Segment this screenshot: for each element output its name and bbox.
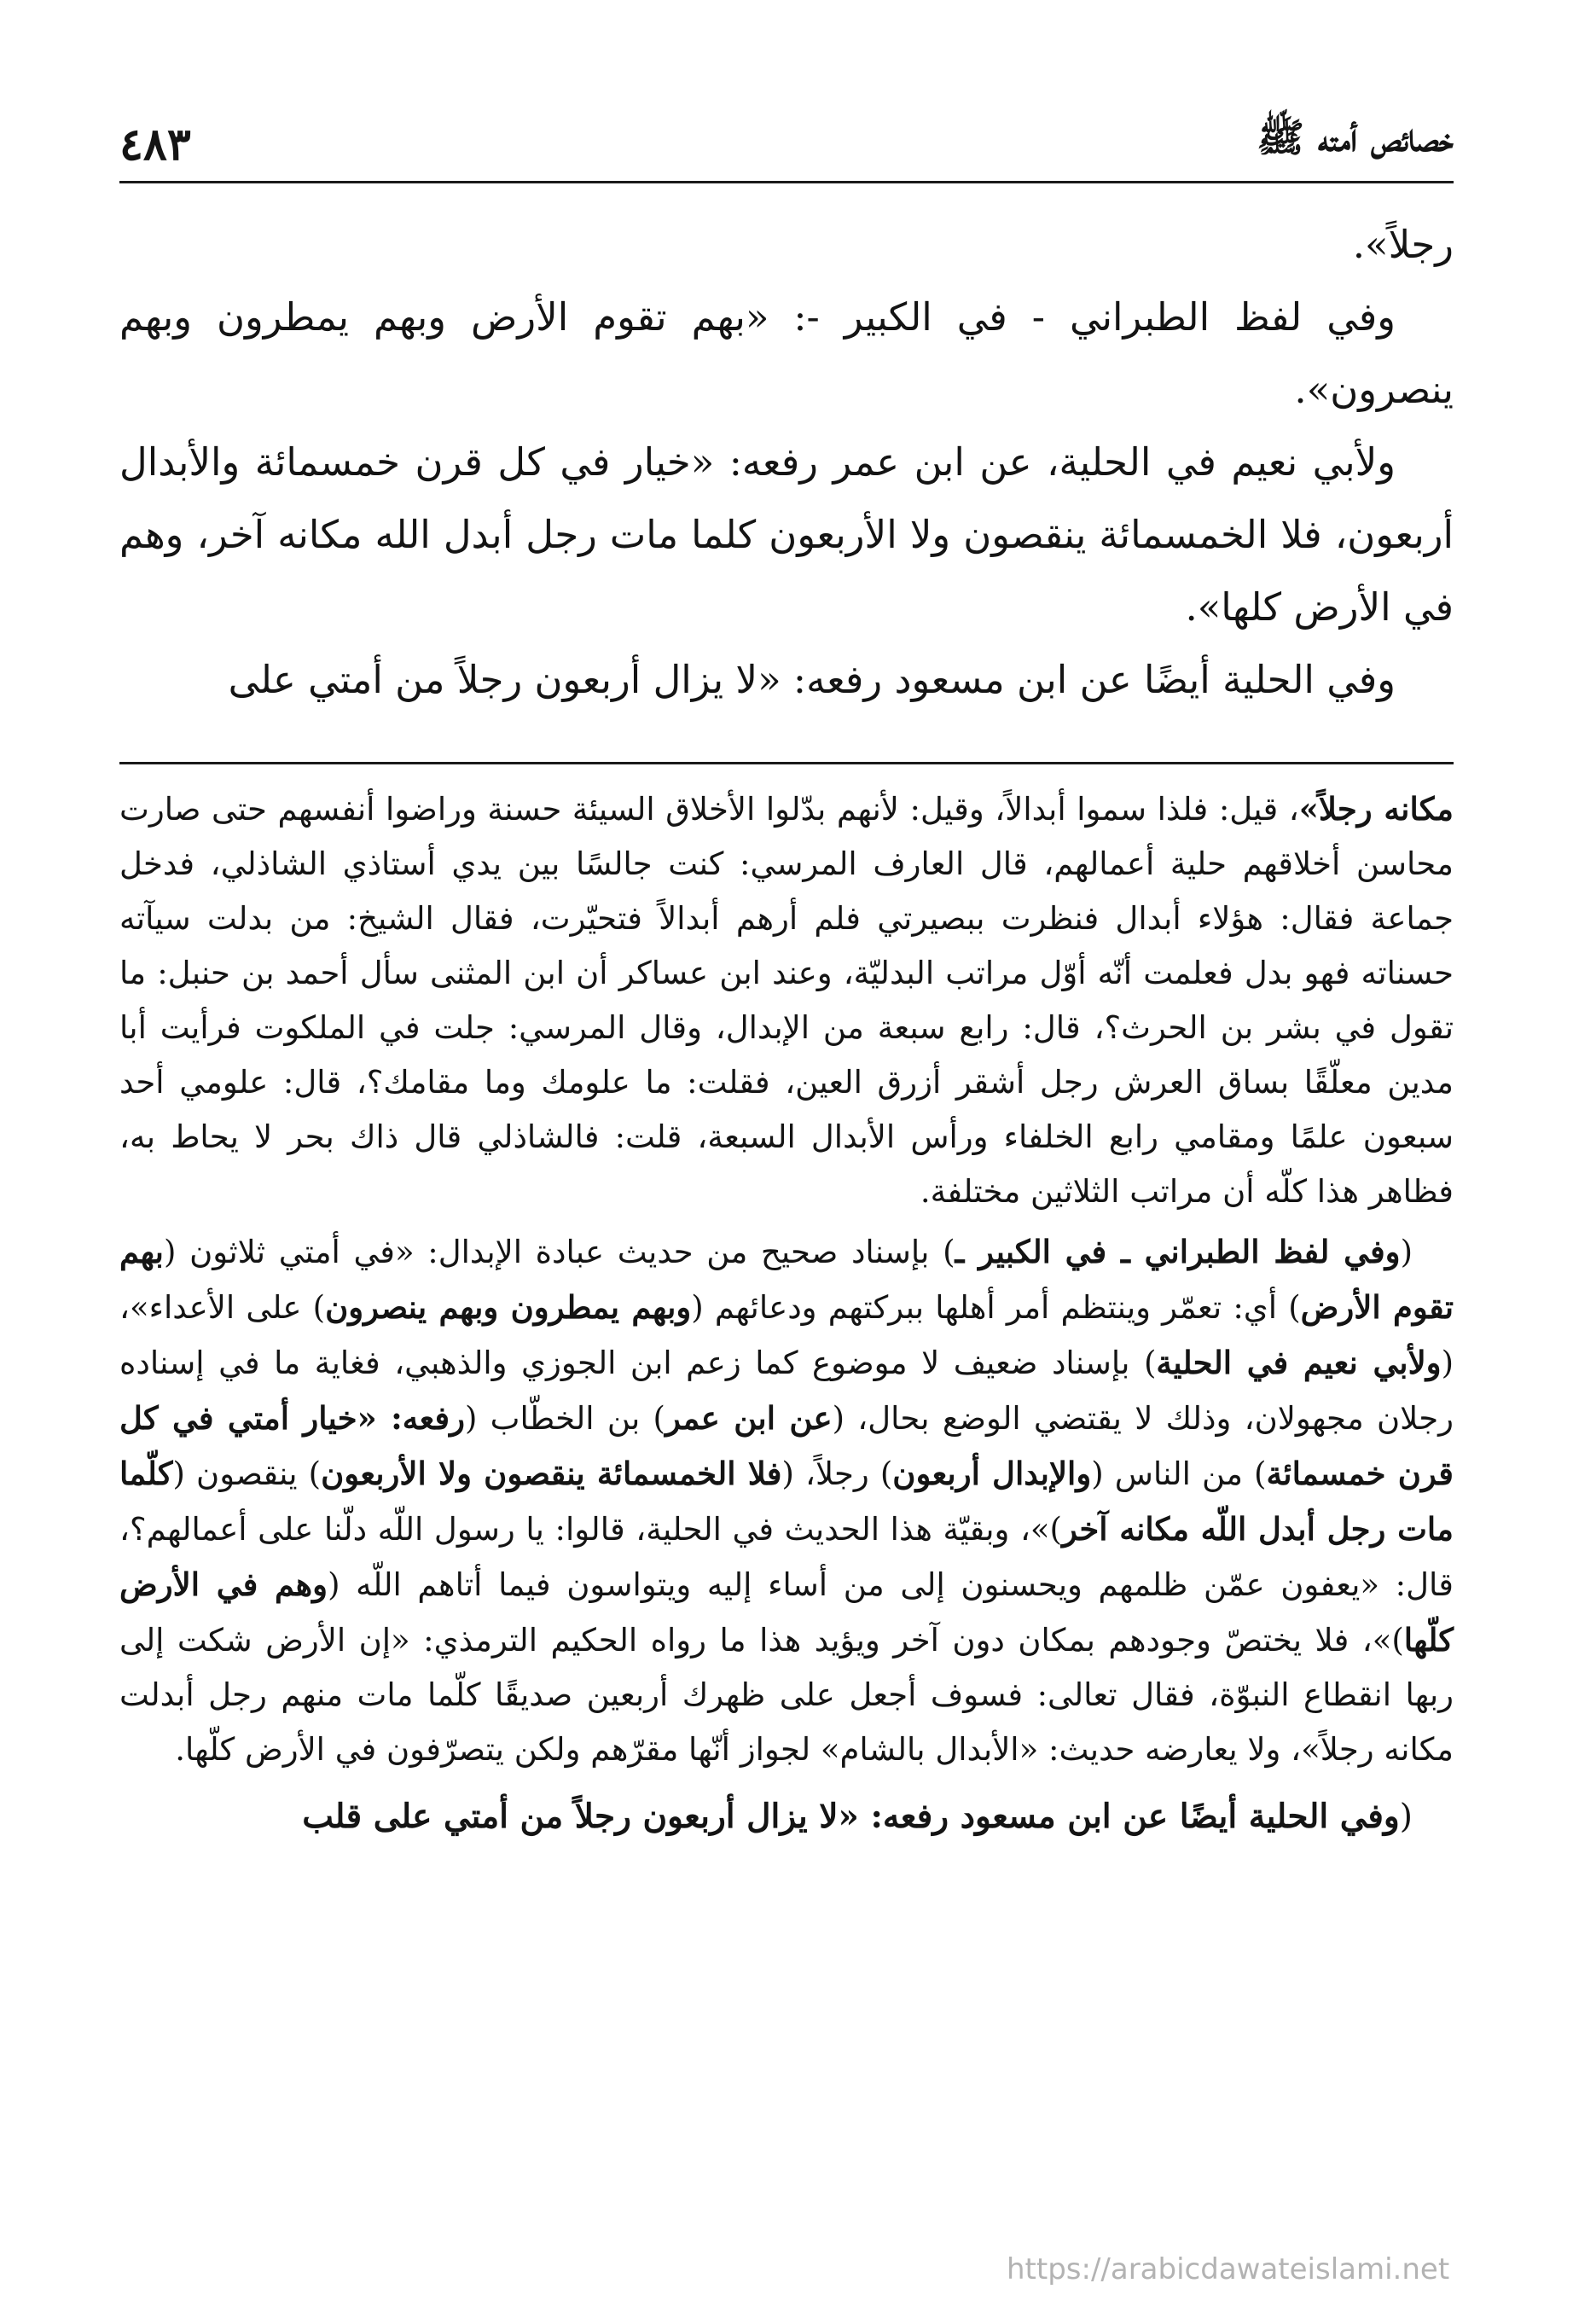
plain-text: ) ينقصون ( <box>172 1455 322 1492</box>
main-paragraph-3: ولأبي نعيم في الحلية، عن ابن عمر رفعه: «خيار في كل قرن خمسمائة والأبدال أربعون، فلا الخمسمائة ينقصون ولا الأربعون كلما مات رجل أبدل الله مكانه آخر، وهم في الأرض كلها». <box>119 439 1454 630</box>
main-paragraph-4: وفي الحلية أيضًا عن ابن مسعود رفعه: «لا يزال أربعون رجلاً من أمتي على <box>228 657 1396 702</box>
main-text <box>119 208 1454 716</box>
commentary-paragraph-1 <box>119 781 1454 1219</box>
plain-text: ) بإسناد صحيح من حديث عبادة الإبدال: «في أمتي ثلاثون ( <box>163 1234 955 1270</box>
bold-phrase: وفي لفظ الطبراني ـ في الكبير ـ <box>955 1233 1401 1270</box>
plain-text: ( <box>1399 1798 1413 1836</box>
plain-text: )»، وبقيّة هذا الحديث في الحلية، قالوا: يا رسول اللّه دلّنا على أعمالهم؟، قال: «يعفون عمّن ظلمهم ويحسنون إلى من أساء إليه ويتواسون فيما أتاهم اللّه ( <box>119 1511 1454 1603</box>
bold-phrase: بهم تقوم الأرض <box>119 1233 1454 1326</box>
page-header <box>119 101 1454 183</box>
commentary-paragraph-2 <box>119 1224 1454 1777</box>
bold-phrase: ولأبي نعيم في الحلية <box>1156 1344 1442 1381</box>
plain-text: ) بإسناد ضعيف لا موضوع كما زعم ابن الجوزي والذهبي، فغاية ما في إسناده رجلان مجهولان، وذلك لا يقتضي الوضع بحال، ( <box>119 1345 1454 1437</box>
bold-phrase: رفعه: «خيار أمتي في كل قرن خمسمائة <box>119 1399 1454 1492</box>
header-divider <box>119 181 1454 183</box>
main-paragraph-1: رجلاً». <box>1352 222 1454 267</box>
bold-phrase: مكانه رجلاً» <box>1298 790 1454 828</box>
commentary-text <box>119 781 1454 1845</box>
commentary-divider <box>119 762 1454 764</box>
bold-phrase: والإبدال أربعون <box>892 1455 1092 1492</box>
plain-text: ) رجلاً، ( <box>781 1455 893 1492</box>
plain-text: ، قيل: فلذا سموا أبدالاً، وقيل: لأنهم بدّلوا الأخلاق السيئة حسنة وراضوا أنفسهم حتى صارت محاسن أخلاقهم حلية أعمالهم، قال العارف المرسي: كنت جالسًا بين يدي أستاذي الشاذلي، فدخل جماعة فقال: هؤلاء أبدال فنظرت ببصيرتي فلم أرهم أبدالاً فتحيّرت، فقال الشيخ: من بدلت سيآته حسناته فهو بدل فعلمت أنّه أوّل مراتب البدليّة، وعند ابن عساكر أن ابن المثنى سأل أحمد بن حنبل: ما تقول في بشر بن الحرث؟، قال: رابع سبعة من الإبدال، وقال المرسي: جلت في الملكوت فرأيت أبا مدين معلّقًا بساق العرش رجل أشقر أزرق العين، فقلت: ما علومك وما مقامك؟، قال: علومي أحد سبعون علمًا ومقامي رابع الخلفاء ورأس الأبدال السبعة، قلت: فالشاذلي قال ذاك بحر لا يحاط به، فظاهر هذا كلّه أن مراتب الثلاثين مختلفة. <box>119 791 1454 1210</box>
main-paragraph-2: وفي لفظ الطبراني - في الكبير -: «بهم تقوم الأرض وبهم يمطرون وبهم ينصرون». <box>119 294 1454 412</box>
bold-phrase: وفي الحلية أيضًا عن ابن مسعود رفعه: «لا يزال أربعون رجلاً من أمتي على قلب <box>302 1797 1400 1836</box>
watermark-url: https://arabicdawateislami.net <box>1007 2252 1450 2286</box>
plain-text: )»، فلا يختصّ وجودهم بمكان دون آخر ويؤيد هذا ما رواه الحكيم الترمذي: «إن الأرض شكت إلى ربها انقطاع النبوّة، فقال تعالى: فسوف أجعل على ظهرك أربعين صديقًا كلّما مات منهم رجل أبدلت مكانه رجلاً»، ولا يعارضه حديث: «الأبدال بالشام» لجواز أنّها مقرّهم ولكن يتصرّفون في الأرض كلّها. <box>119 1622 1454 1768</box>
bold-phrase: فلا الخمسمائة ينقصون ولا الأربعون <box>321 1455 782 1492</box>
page-number: ٤٨٣ <box>119 119 191 171</box>
bold-phrase: كلّما مات رجل أبدل اللّه مكانه آخر <box>119 1455 1454 1548</box>
commentary-paragraph-3 <box>119 1789 1454 1845</box>
plain-text: ) بن الخطّاب ( <box>464 1400 665 1437</box>
bold-phrase: عن ابن عمر <box>665 1399 833 1437</box>
plain-text: ) على الأعداء»، ( <box>119 1289 1454 1381</box>
plain-text: ) من الناس ( <box>1091 1455 1267 1492</box>
running-title: خصائص أمته ﷺ <box>1257 114 1454 160</box>
bold-phrase: وبهم يمطرون وبهم ينصرون <box>325 1288 692 1326</box>
plain-text: ( <box>1400 1234 1413 1270</box>
plain-text: ) أي: تعمّر وينتظم أمر أهلها ببركتهم ودعائهم ( <box>691 1289 1301 1326</box>
bold-phrase: وهم في الأرض كلّها <box>119 1566 1454 1659</box>
